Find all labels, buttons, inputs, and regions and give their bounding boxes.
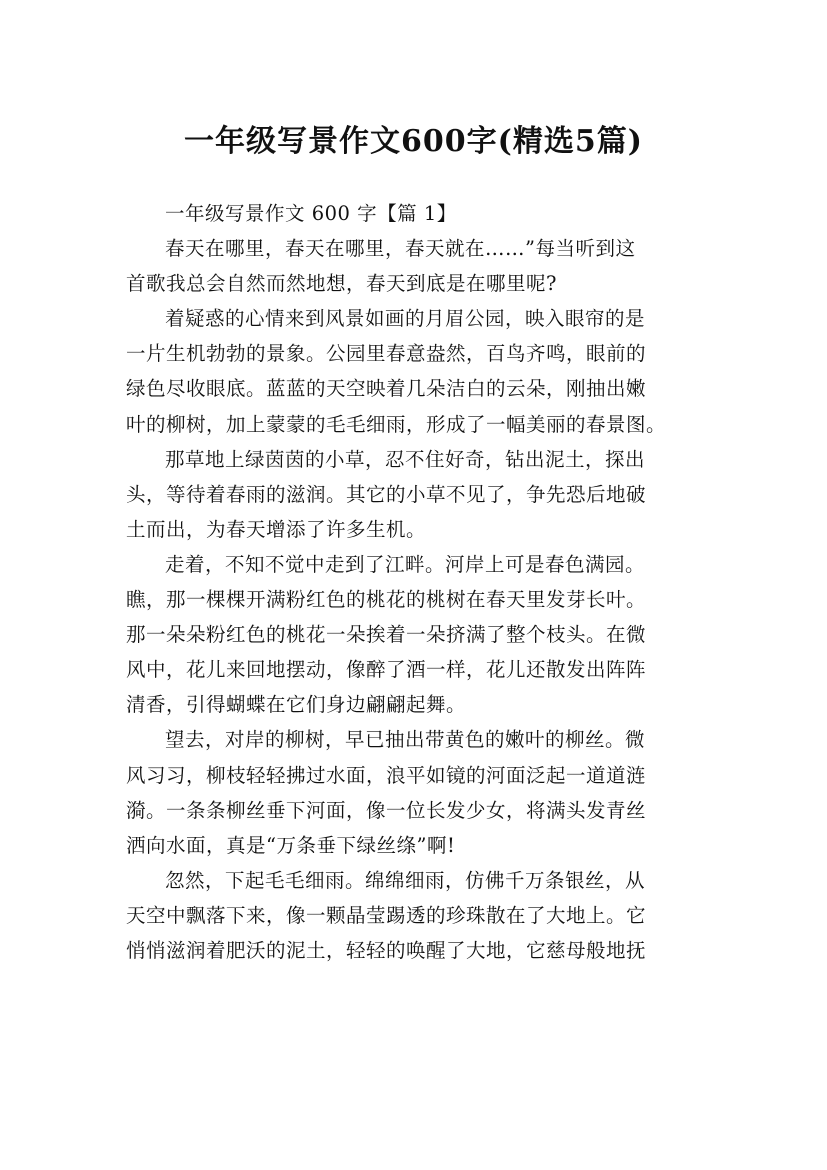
section-heading: 一年级写景作文 600 字【篇 1】 [165,202,457,225]
document-title: 一年级写景作文600字(精选5篇) [184,124,643,160]
paragraph-line: 洒向水面，真是“万条垂下绿丝绦”啊! [126,833,456,857]
paragraph-line: 风中，花儿来回地摆动，像醉了酒一样，花儿还散发出阵阵 [126,658,647,682]
paragraph-line: 清香，引得蝴蝶在它们身边翩翩起舞。 [126,693,467,717]
paragraph [126,442,708,547]
paragraph-line: 叶的柳树，加上蒙蒙的毛毛细雨，形成了一幅美丽的春景图。 [126,412,667,436]
paragraph-line: 瞧，那一棵棵开满粉红色的桃花的桃树在春天里发芽长叶。 [126,588,647,612]
paragraph-line: 着疑惑的心情来到风景如画的月眉公园，映入眼帘的是 [165,307,646,331]
document-body [126,196,708,968]
paragraph-line: 漪。一条条柳丝垂下河面，像一位长发少女，将满头发青丝 [126,798,647,822]
paragraph-line: 那草地上绿茵茵的小草，忍不住好奇，钻出泥土，探出 [165,447,646,471]
paragraph-line: 头，等待着春雨的滋润。其它的小草不见了，争先恐后地破 [126,482,647,506]
paragraph-line: 忽然，下起毛毛细雨。绵绵细雨，仿佛千万条银丝，从 [165,868,646,892]
paragraph-line: 走着，不知不觉中走到了江畔。河岸上可是春色满园。 [165,552,646,576]
paragraph-line: 首歌我总会自然而然地想，春天到底是在哪里呢? [126,272,557,296]
paragraph-line: 春天在哪里，春天在哪里，春天就在……”每当听到这 [165,237,636,261]
paragraph-line: 一片生机勃勃的景象。公园里春意盎然，百鸟齐鸣，眼前的 [126,342,647,366]
paragraph [126,547,708,722]
paragraph-line: 悄悄滋润着肥沃的泥土，轻轻的唤醒了大地，它慈母般地抚 [126,938,647,962]
paragraph-line: 绿色尽收眼底。蓝蓝的天空映着几朵洁白的云朵，刚抽出嫩 [126,377,647,401]
paragraph [126,231,708,301]
paragraph-line: 土而出，为春天增添了许多生机。 [126,517,427,541]
paragraph-line: 那一朵朵粉红色的桃花一朵挨着一朵挤满了整个枝头。在微 [126,623,647,647]
paragraph-line: 望去，对岸的柳树，早已抽出带黄色的嫩叶的柳丝。微 [165,728,646,752]
paragraph [126,301,708,441]
paragraph-line: 天空中飘落下来，像一颗晶莹踢透的珍珠散在了大地上。它 [126,903,647,927]
paragraph [126,722,708,862]
paragraph-line: 风习习，柳枝轻轻拂过水面，浪平如镜的河面泛起一道道涟 [126,763,647,787]
paragraph [126,863,708,968]
